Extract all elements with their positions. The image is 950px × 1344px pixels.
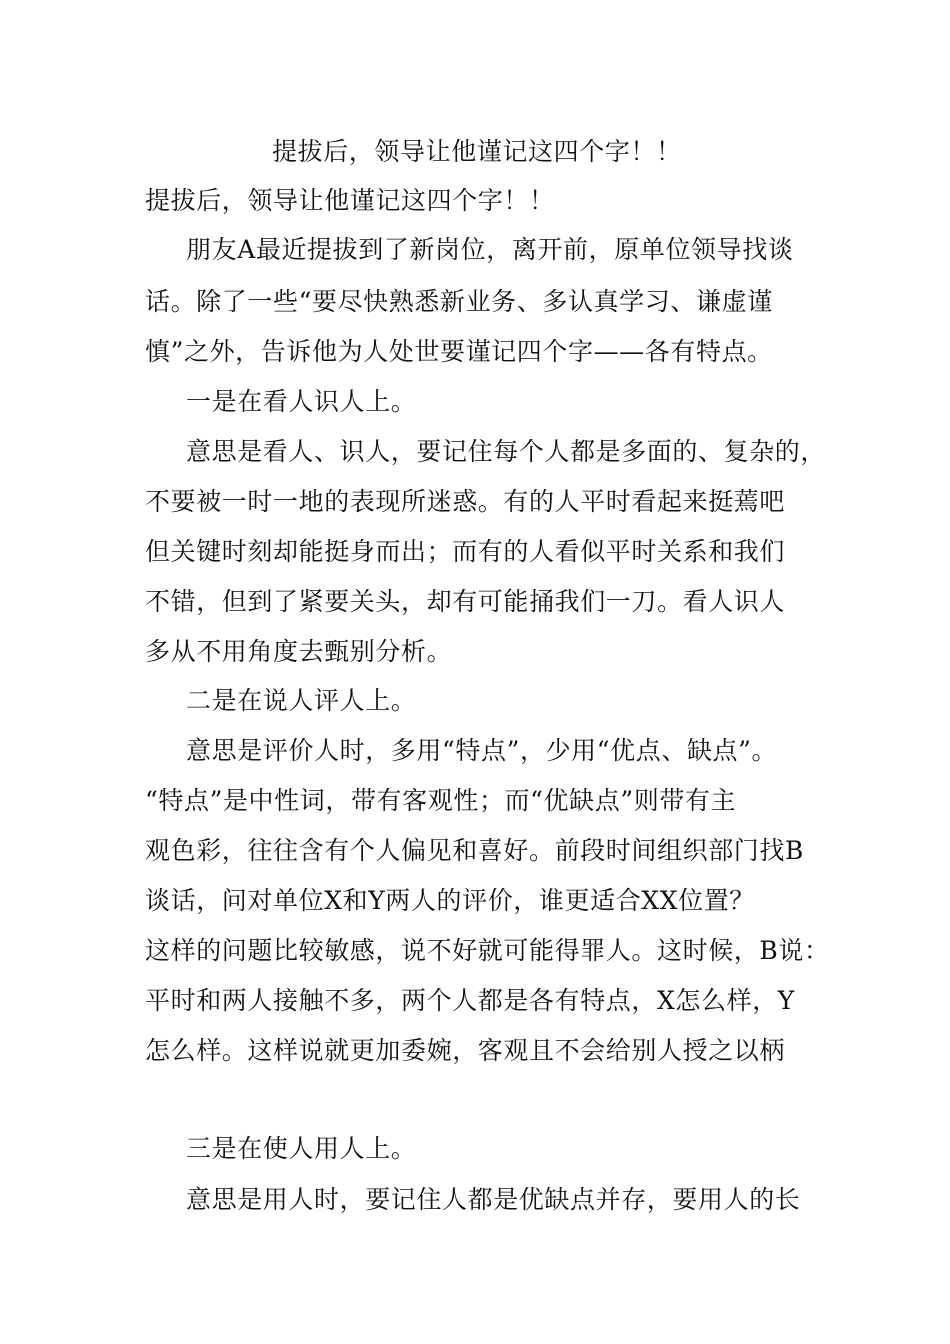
body-line: 但关键时刻却能挺身而出；而有的人看似平时关系和我们	[145, 537, 786, 566]
body-line: 朋友A最近提拔到了新岗位，离开前，原单位领导找谈	[186, 235, 794, 264]
body-line: 意思是看人、识人，要记住每个人都是多面的、复杂的，	[186, 437, 827, 466]
section-heading: 二是在说人评人上。	[186, 686, 417, 715]
body-line: 多从不用角度去甄别分析。	[145, 637, 453, 666]
body-line: 这样的问题比较敏感，说不好就可能得罪人。这时候，B说：	[145, 936, 830, 965]
body-line: 谈话，问对单位X和Y两人的评价，谁更适合XX位置？	[145, 886, 755, 915]
body-line: 意思是评价人时，多用“特点”，少用“优点、缺点”。	[186, 736, 778, 765]
body-line: 慎”之外，告诉他为人处世要谨记四个字——各有特点。	[145, 337, 773, 366]
document-title: 提拔后，领导让他谨记这四个字！！	[272, 137, 682, 166]
body-line: 怎么样。这样说就更加委婉，客观且不会给别人授之以柄	[145, 1036, 786, 1065]
section-heading: 三是在使人用人上。	[186, 1134, 417, 1163]
body-line: 不要被一时一地的表现所迷惑。有的人平时看起来挺蔫吧	[145, 487, 786, 516]
body-line: 意思是用人时，要记住人都是优缺点并存，要用人的长	[186, 1185, 801, 1214]
body-line: 平时和两人接触不多，两个人都是各有特点，X怎么样，Y	[145, 986, 795, 1015]
section-heading: 一是在看人识人上。	[186, 387, 417, 416]
body-line: 观色彩，往往含有个人偏见和喜好。前段时间组织部门找B	[145, 836, 804, 865]
body-line: “特点”是中性词，带有客观性；而“优缺点”则带有主	[145, 786, 737, 815]
body-line: 提拔后，领导让他谨记这四个字！！	[145, 186, 555, 215]
body-line: 不错，但到了紧要关头，却有可能捅我们一刀。看人识人	[145, 587, 786, 616]
body-line: 话。除了一些“要尽快熟悉新业务、多认真学习、谦虚谨	[145, 287, 773, 316]
